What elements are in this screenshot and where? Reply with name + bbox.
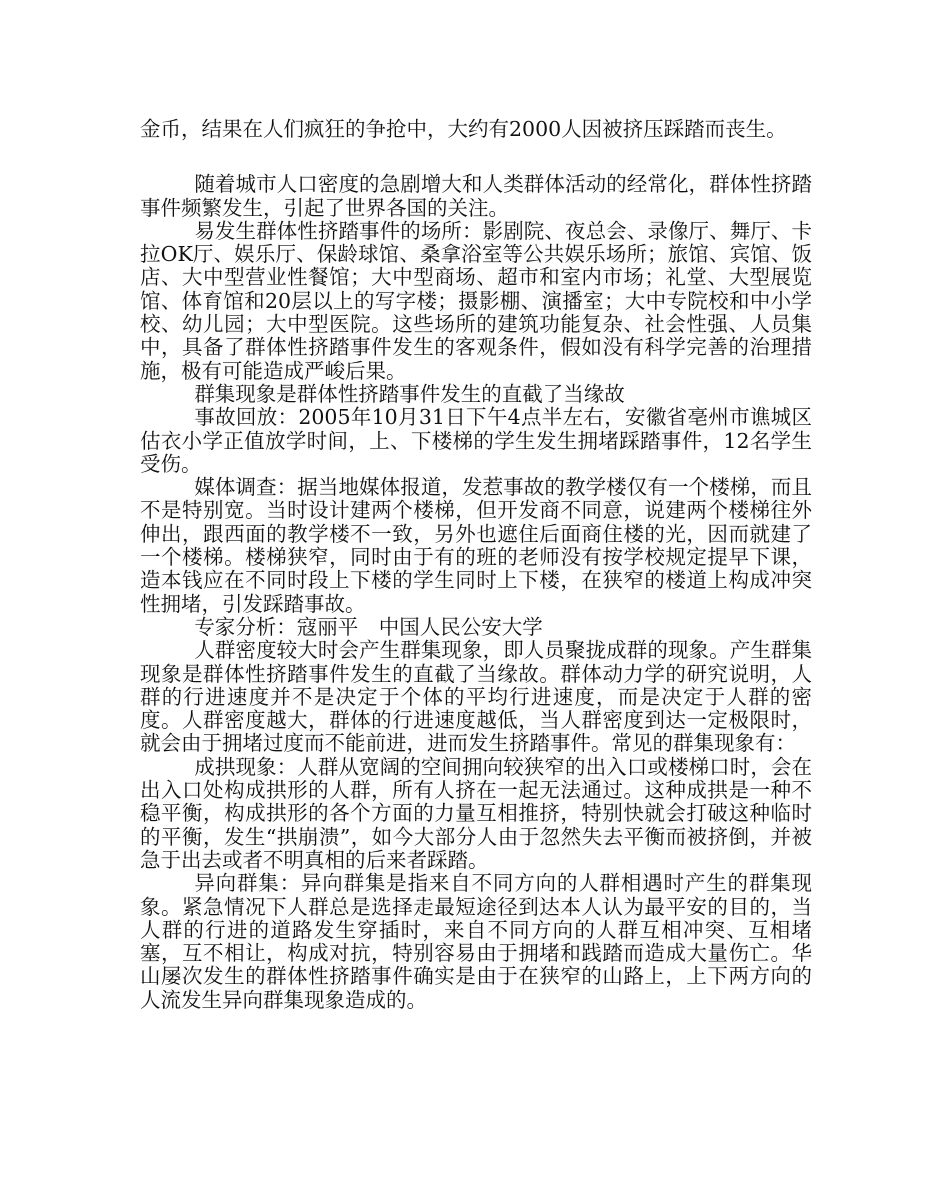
- paragraph-opposing-flow: 异向群集：异向群集是指来自不同方向的人群相遇时产生的群集现象。紧急情况下人群总是选择走最短途径到达本人认为最平安的目的，当人群的行进的道路发生穿插时，来自不同方向的人群互相冲突、互相堵塞，互不相让，构成对抗，特别容易由于拥堵和践踏而造成大量伤亡。华山屡次发生的群体性挤踏事件确实是由于在狭窄的山路上，上下两方向的人流发生异向群集现象造成的。: [140, 871, 812, 1012]
- paragraph-incident-review: 事故回放：2005年10月31日下午4点半左右，安徽省亳州市谯城区估衣小学正值放学时间，上、下楼梯的学生发生拥堵踩踏事件，12名学生受伤。: [140, 405, 812, 476]
- paragraph-continuation: 金币，结果在人们疯狂的争抢中，大约有2000人因被挤压踩踏而丧生。: [140, 117, 787, 141]
- paragraph-media-survey: 媒体调查：据当地媒体报道，发惹事故的教学楼仅有一个楼梯，而且不是特别宽。当时设计建两个楼梯，但开发商不同意，说建两个楼梯往外伸出，跟西面的教学楼不一致，另外也遮住后面商住楼的光，因而就建了一个楼梯。楼梯狭窄，同时由于有的班的老师没有按学校规定提早下课，造本钱应在不同时段上下楼的学生同时上下楼，在狭窄的楼道上构成冲突性拥堵，引发踩踏事故。: [140, 475, 812, 616]
- paragraph-expert-line: 专家分析：寇丽平 中国人民公安大学: [194, 614, 543, 639]
- section-heading: 群集现象是群体性挤踏事件发生的直截了当缘故: [194, 381, 625, 406]
- paragraph-crowd-density: 人群密度较大时会产生群集现象，即人员聚拢成群的现象。产生群集现象是群体性挤踏事件发生的直截了当缘故。群体动力学的研究说明，人群的行进速度并不是决定于个体的平均行进速度，而是决定于人群的密度。人群密度越大，群体的行进速度越低，当人群密度到达一定极限时，就会由于拥堵过度而不能前进，进而发生挤踏事件。常见的群集现象有：: [140, 638, 812, 756]
- paragraph-arching: 成拱现象：人群从宽阔的空间拥向较狭窄的出入口或楼梯口时，会在出入口处构成拱形的人群，所有人挤在一起无法通过。这种成拱是一种不稳平衡，构成拱形的各个方面的力量互相推挤，特别快就会打破这种临时的平衡，发生“拱崩溃”，如今大部分人由于忽然失去平衡而被挤倒，并被急于出去或者不明真相的后来者踩踏。: [140, 754, 812, 872]
- paragraph-intro: 随着城市人口密度的急剧增大和人类群体活动的经常化，群体性挤踏事件频繁发生，引起了世界各国的关注。: [140, 172, 812, 220]
- paragraph-venues: 易发生群体性挤踏事件的场所：影剧院、夜总会、录像厅、舞厅、卡拉OK厅、娱乐厅、保龄球馆、桑拿浴室等公共娱乐场所；旅馆、宾馆、饭店、大中型营业性餐馆；大中型商场、超市和室内市场；礼堂、大型展览馆、体育馆和20层以上的写字楼；摄影棚、演播室；大中专院校和中小学校、幼儿园；大中型医院。这些场所的建筑功能复杂、社会性强、人员集中，具备了群体性挤踏事件发生的客观条件，假如没有科学完善的治理措施，极有可能造成严峻后果。: [140, 218, 812, 383]
- document-body: [140, 118, 812, 1012]
